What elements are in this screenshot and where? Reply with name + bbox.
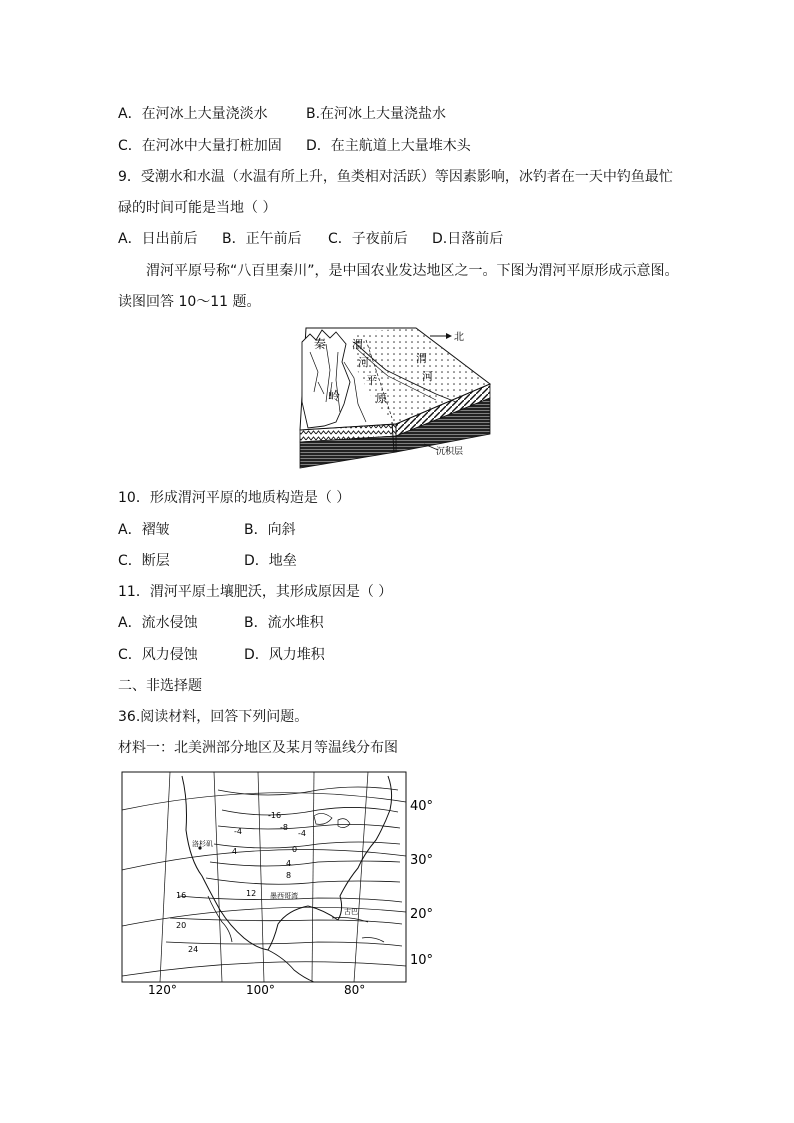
diagram-char-ping: 平 bbox=[366, 374, 377, 387]
diagram-char-qin: 秦 bbox=[314, 337, 327, 351]
q10-option-a: A．褶皱 bbox=[118, 522, 170, 538]
diagram-char-wei: 渭 bbox=[352, 338, 363, 351]
lon-label-120: 120° bbox=[148, 983, 177, 996]
q8-option-a: A．在河冰上大量浇淡水 bbox=[118, 106, 268, 122]
q9-stem-line2: 碌的时间可能是当地（ ） bbox=[118, 200, 277, 216]
q11-option-c: C．风力侵蚀 bbox=[118, 647, 198, 663]
q8-option-d: D．在主航道上大量堆木头 bbox=[306, 138, 471, 154]
diagram-char-he2: 河 bbox=[422, 370, 433, 383]
lat-label-30: 30° bbox=[410, 853, 434, 868]
weihe-plain-diagram bbox=[296, 322, 492, 470]
q9-option-d: D.日落前后 bbox=[432, 231, 504, 247]
diagram-char-he: 河 bbox=[358, 356, 369, 369]
isotherm-label-minus16: -16 bbox=[268, 811, 282, 820]
isotherm-label-4-west: 4 bbox=[232, 847, 238, 856]
q11-stem: 11．渭河平原土壤肥沃，其形成原因是（ ） bbox=[118, 584, 393, 600]
diagram-char-wei2: 渭 bbox=[416, 352, 427, 365]
north-label: 北 bbox=[454, 332, 464, 343]
material1-caption: 材料一：北美洲部分地区及某月等温线分布图 bbox=[118, 740, 398, 756]
isotherm-label-4: 4 bbox=[286, 859, 292, 868]
north-america-isotherm-map bbox=[118, 770, 438, 996]
lat-label-20: 20° bbox=[410, 907, 434, 922]
q10-option-c: C．断层 bbox=[118, 553, 170, 569]
place-label-los-angeles: 洛杉矶 bbox=[192, 840, 213, 848]
isotherm-label-8: 8 bbox=[286, 871, 292, 880]
q36-stem: 36.阅读材料，回答下列问题。 bbox=[118, 709, 309, 725]
q8-option-c: C．在河冰中大量打桩加固 bbox=[118, 138, 282, 154]
place-label-gulf-of-mexico: 墨西哥湾 bbox=[270, 892, 298, 900]
isotherm-label-20: 20 bbox=[176, 921, 187, 930]
isotherm-label-minus4-west: -4 bbox=[234, 827, 242, 836]
lon-label-100: 100° bbox=[246, 983, 275, 996]
sediment-label: 沉积层 bbox=[436, 447, 464, 457]
q11-option-d: D．风力堆积 bbox=[244, 647, 325, 663]
isotherm-label-0: 0 bbox=[292, 845, 298, 854]
q9-option-b: B．正午前后 bbox=[222, 231, 302, 247]
isotherm-label-minus4: -4 bbox=[298, 829, 306, 838]
q10-stem: 10．形成渭河平原的地质构造是（ ） bbox=[118, 490, 351, 506]
q10-option-d: D．地垒 bbox=[244, 553, 297, 569]
q8-option-b: B.在河冰上大量浇盐水 bbox=[306, 106, 447, 122]
q11-option-b: B．流水堆积 bbox=[244, 615, 324, 631]
q10-option-b: B．向斜 bbox=[244, 522, 296, 538]
diagram-char-ling: 岭 bbox=[328, 389, 341, 403]
q11-option-a: A．流水侵蚀 bbox=[118, 615, 198, 631]
intro-line1: 渭河平原号称“八百里秦川”，是中国农业发达地区之一。下图为渭河平原形成示意图。 bbox=[146, 263, 679, 279]
diagram-char-yuan: 原 bbox=[376, 392, 387, 405]
q9-option-a: A．日出前后 bbox=[118, 231, 198, 247]
isotherm-label-24: 24 bbox=[188, 945, 199, 954]
isotherm-label-minus8: -8 bbox=[280, 823, 288, 832]
intro-line2: 读图回答 10～11 题。 bbox=[118, 294, 261, 310]
section-heading: 二、非选择题 bbox=[118, 678, 202, 694]
isotherm-label-12: 12 bbox=[246, 889, 257, 898]
q9-option-c: C．子夜前后 bbox=[328, 231, 408, 247]
lat-label-40: 40° bbox=[410, 799, 434, 814]
place-label-cuba: 古巴 bbox=[344, 908, 358, 916]
lat-label-10: 10° bbox=[410, 953, 434, 968]
q9-stem-line1: 9．受潮水和水温（水温有所上升，鱼类相对活跃）等因素影响，冰钓者在一天中钓鱼最忙 bbox=[118, 169, 673, 185]
lon-label-80: 80° bbox=[344, 983, 366, 996]
isotherm-label-16: 16 bbox=[176, 891, 187, 900]
